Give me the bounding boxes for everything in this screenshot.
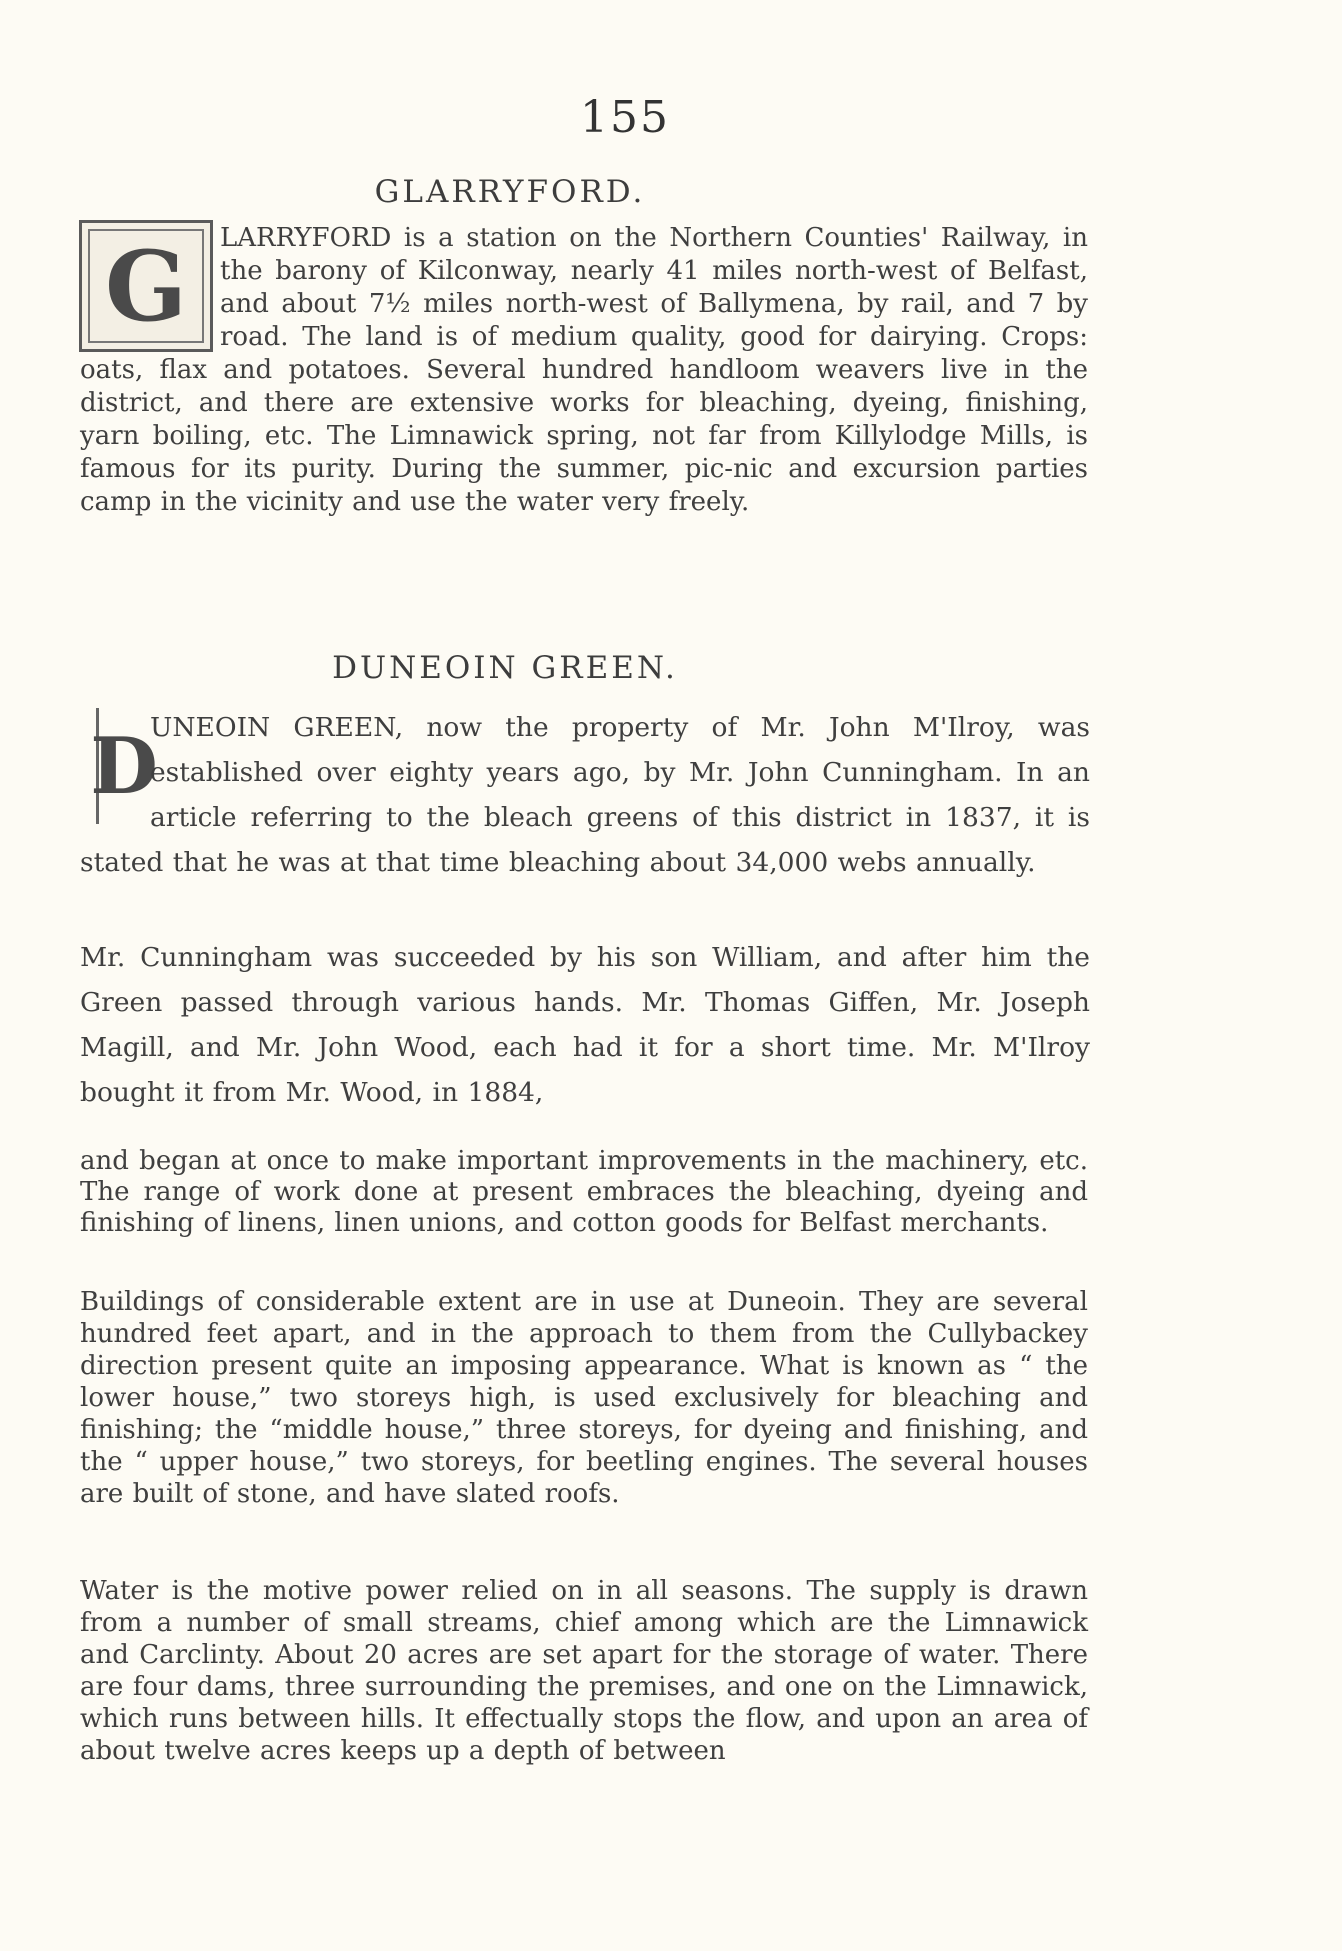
paragraph-duneoin-5: Water is the motive power relied on in all seasons. The supply is drawn from a number of small streams, chief among which are the Limnawick and Carclinty. About 20 acres are set apart for the storage of water. There are four dams, three surrounding the premises, and one on the Limnawick, which runs between hills. It effectually stops the flow, and upon an area of about twelve acres keeps up a depth of between — [80, 1576, 1088, 1766]
section-title-glarryford: GLARRYFORD. — [374, 174, 646, 210]
paragraph-duneoin-2: Mr. Cunningham was succeeded by his son William, and after him the Green passed through various hands. Mr. Thomas Giffen, Mr. Joseph Magill, and Mr. John Wood, each had it for a short time. Mr. M'Ilroy bought it from Mr. Wood, in 1884, — [80, 942, 1090, 1108]
dropcap-g: G — [79, 220, 213, 352]
paragraph-glarryford: LARRYFORD is a station on the Northern Counties' Railway, in the barony of Kilconway, nearly 41 miles north-west of Belfast, and about 7½ miles north-west of Ballymena, by rail, and 7 by road. The land is of medium quality, good for dairying. Crops: oats, flax and potatoes. Several hundred handloom weavers live in the district, and there are extensive works for bleaching, dyeing, finishing, yarn boiling, etc. The Limnawick spring, not far from Killylodge Mills, is famous for its purity. During the summer, pic-nic and excursion parties camp in the vicinity and use the water very freely. — [80, 223, 1088, 517]
paragraph-duneoin-3: and began at once to make important improvements in the machinery, etc. The range of work done at present embraces the bleaching, dyeing and finishing of linens, linen unions, and cotton goods for Belfast merchants. — [80, 1146, 1088, 1238]
section-title-duneoin-green: DUNEOIN GREEN. — [332, 650, 678, 686]
dropcap-d: D — [96, 708, 149, 824]
paragraph-duneoin-1: UNEOIN GREEN, now the property of Mr. John M'Ilroy, was established over eighty years ago, by Mr. John Cunningham. In an article referring to the bleach greens of this district in 1837, it is stated that he was at that time bleaching about 34,000 webs annually. — [80, 712, 1090, 878]
page-number: 155 — [580, 92, 670, 143]
paragraph-duneoin-4: Buildings of considerable extent are in use at Duneoin. They are several hundred feet apart, and in the approach to them from the Cullybackey direction present quite an imposing appearance. What is known as “ the lower house,” two storeys high, is used exclusively for bleaching and finishing; the “middle house,” three storeys, for dyeing and finishing, and the “ upper house,” two storeys, for beetling engines. The several houses are built of stone, and have slated roofs. — [80, 1287, 1088, 1509]
